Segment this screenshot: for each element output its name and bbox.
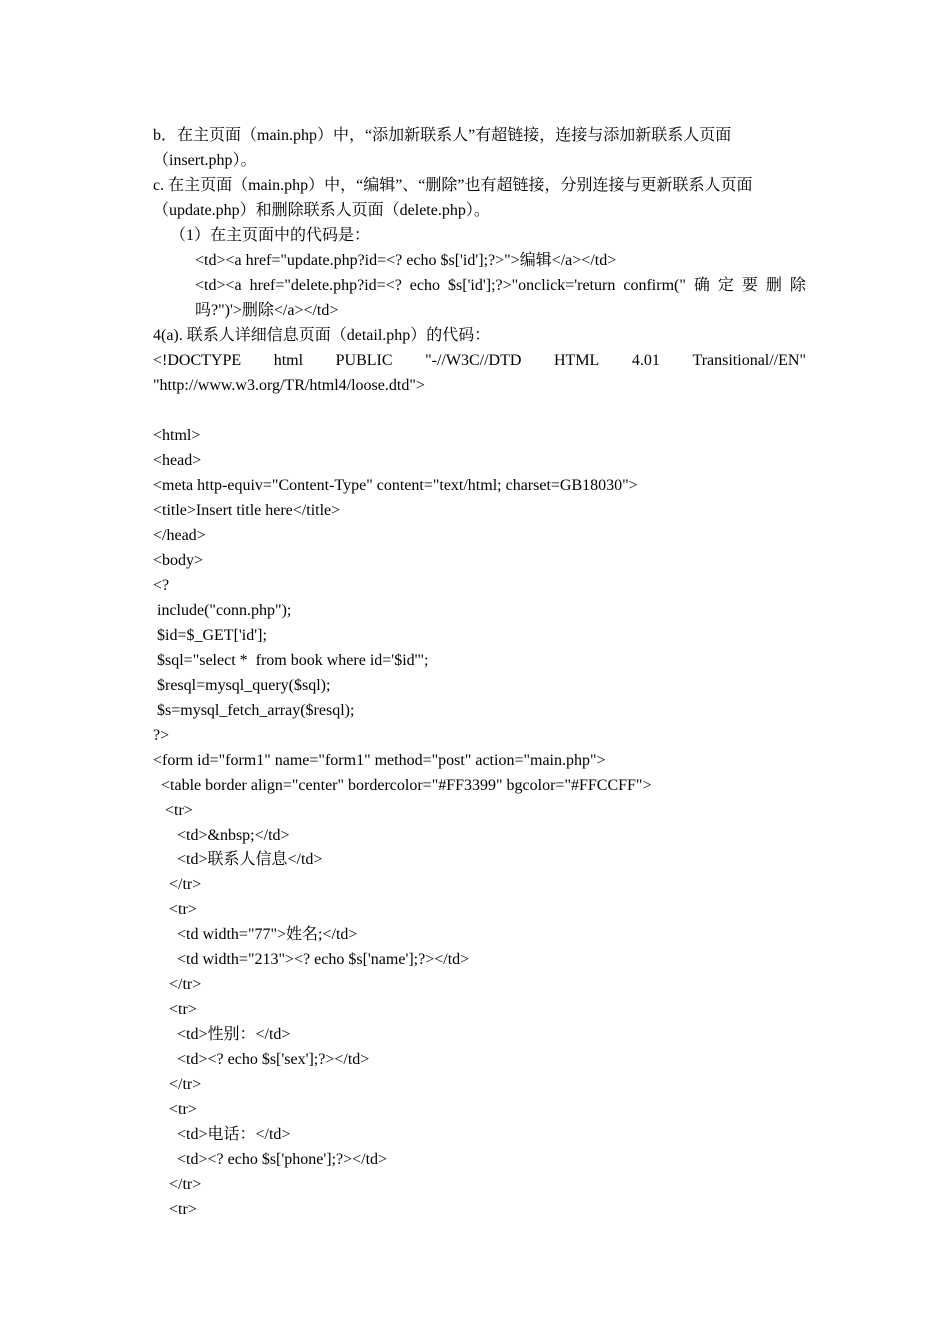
code-line: <form id="form1" name="form1" method="post" action="main.php"> [153, 752, 606, 769]
code-line: $resql=mysql_query($sql); [153, 677, 331, 694]
code-line: <head> [153, 452, 202, 469]
code-line: $s=mysql_fetch_array($resql); [153, 702, 355, 719]
code-line: <td>电话：</td> [153, 1126, 291, 1143]
code-token: 确 [693, 277, 710, 294]
code-line: <tr> [153, 802, 193, 819]
code-line: <tr> [153, 1201, 197, 1218]
code-line: <tr> [153, 1101, 197, 1118]
code-line: <? [153, 577, 170, 594]
code-line: <td>联系人信息</td> [153, 851, 323, 868]
code-line: <td width="77">姓名;</td> [153, 926, 358, 943]
doctype-line-2: "http://www.w3.org/TR/html4/loose.dtd"> [153, 377, 425, 394]
delete-link-code-line-2: 吗?")'>删除</a></td> [195, 302, 339, 319]
code-token: "-//W3C//DTD [425, 352, 522, 369]
code-line: include("conn.php"); [153, 602, 292, 619]
edit-link-code: <td><a href="update.php?id=<? echo $s['id'];?>">编辑</a></td> [195, 252, 617, 269]
code-line: </tr> [153, 1076, 202, 1093]
code-line: <td><? echo $s['phone'];?></td> [153, 1151, 388, 1168]
code-token: $s['id'];?>"onclick='return [447, 277, 616, 294]
para-c-line-2: （update.php）和删除联系人页面（delete.php）。 [153, 202, 490, 219]
code-line: <td><? echo $s['sex'];?></td> [153, 1051, 370, 1068]
code-token: href="delete.php?id=<? [249, 277, 402, 294]
code-line: <td>性别：</td> [153, 1026, 291, 1043]
doctype-line-1 [153, 348, 806, 373]
code-line: </tr> [153, 1176, 202, 1193]
code-line: ?> [153, 727, 170, 744]
code-token: Transitional//EN" [692, 352, 806, 369]
code-intro: （1）在主页面中的代码是： [170, 227, 371, 244]
code-line: <meta http-equiv="Content-Type" content="text/html; charset=GB18030"> [153, 477, 638, 494]
code-token: 要 [741, 277, 758, 294]
code-token: confirm(" [623, 277, 686, 294]
code-token: HTML [554, 352, 600, 369]
para-b-line-1: b．在主页面（main.php）中，“添加新联系人”有超链接，连接与添加新联系人页面 [153, 127, 732, 144]
code-token: 定 [717, 277, 734, 294]
code-token: html [273, 352, 304, 369]
code-line: </head> [153, 527, 206, 544]
code-line: <title>Insert title here</title> [153, 502, 341, 519]
code-token: PUBLIC [335, 352, 393, 369]
code-line: <td width="213"><? echo $s['name'];?></td> [153, 951, 470, 968]
code-token: 删 [765, 277, 782, 294]
para-c-line-1: c. 在主页面（main.php）中，“编辑”、“删除”也有超链接，分别连接与更新联系人页面 [153, 177, 753, 194]
code-line: </tr> [153, 876, 202, 893]
code-line: <tr> [153, 1001, 197, 1018]
code-token: 4.01 [631, 352, 660, 369]
code-line: $sql="select * from book where id='$id'"; [153, 652, 429, 669]
code-token: echo [409, 277, 440, 294]
code-line: </tr> [153, 976, 202, 993]
section-4a-heading: 4(a). 联系人详细信息页面（detail.php）的代码： [153, 327, 491, 344]
code-line: <table border align="center" bordercolor="#FF3399" bgcolor="#FFCCFF"> [153, 777, 652, 794]
code-line: <td>&nbsp;</td> [153, 827, 290, 844]
code-token: <!DOCTYPE [153, 352, 242, 369]
code-line: <tr> [153, 901, 197, 918]
code-line: $id=$_GET['id']; [153, 627, 267, 644]
code-line: <body> [153, 552, 204, 569]
code-token: <td><a [195, 277, 242, 294]
code-line: <html> [153, 427, 201, 444]
delete-link-code-line-1 [195, 273, 806, 298]
para-b-line-2: （insert.php）。 [153, 152, 257, 169]
code-token: 除 [789, 277, 806, 294]
